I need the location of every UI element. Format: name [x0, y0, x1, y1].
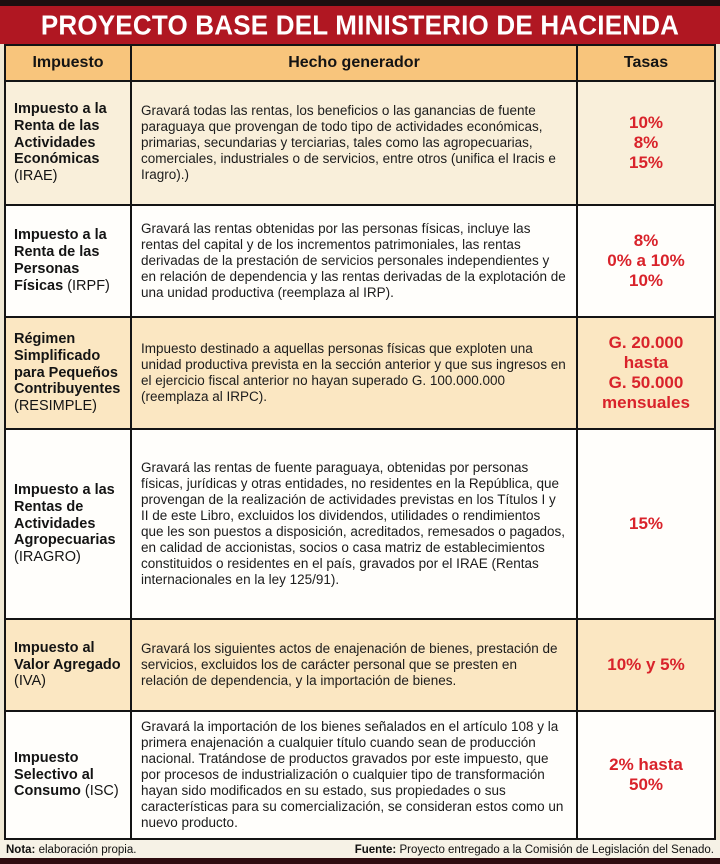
hecho-generador-cell	[132, 712, 578, 838]
footer-fuente	[355, 844, 714, 856]
rate-value: 15%	[628, 513, 664, 533]
tax-table	[4, 44, 716, 840]
column-header-impuesto: Impuesto	[6, 46, 132, 80]
hecho-generador-cell	[132, 82, 578, 204]
hecho-generador-text: Gravará los siguientes actos de enajenación de bienes, prestación de servicios, excluidos los de carácter personal que se presten en relación de dependencia, y la importación de bienes.	[141, 641, 558, 688]
tax-name: Régimen Simplificado para Pequeños Contribuyentes	[14, 330, 121, 398]
tax-abbr: (IVA)	[14, 673, 46, 690]
rate-value: mensuales	[602, 393, 690, 413]
tax-name: Impuesto a la Renta de las Actividades Económicas	[14, 100, 107, 168]
tax-abbr: (IRAGRO)	[14, 549, 81, 566]
impuesto-cell	[6, 206, 132, 316]
hecho-generador-text: Gravará las rentas de fuente paraguaya, obtenidas por personas físicas, jurídicas y otras entidades, no residentes en la República, que provengan de la realización de actividades previstas en los Títulos I y II de este Libro, excluidos los dividendos, utilidades o rendimientos que les son puestos a disposición, acreditados, remesados o pagados, en calidad de accionistas, socios o casa matriz de establecimientos constituidos o residentes en el país, gravados por el IRAE (Rentas internacionales en la ley 125/91).	[141, 460, 566, 587]
tax-name: Impuesto a la Renta de las Personas Físicas	[14, 227, 107, 294]
rate-value: G. 50.000	[608, 373, 684, 392]
table-row-resimple	[6, 316, 714, 428]
rate-value: 50%	[628, 775, 664, 794]
hecho-generador-cell	[132, 620, 578, 710]
footer	[0, 840, 720, 858]
tax-name: Impuesto a las Rentas de Actividades Agropecuarias	[14, 481, 116, 549]
hecho-generador-text: Impuesto destinado a aquellas personas físicas que exploten una unidad productiva prevista en la sección anterior y que sus ingresos en el ejercicio fiscal anterior no hayan superado G. 100.000.000 (reemplaza al IRPC).	[141, 341, 566, 404]
rate-value: 0% a 10%	[607, 250, 685, 270]
rate-value: 2% hasta	[609, 754, 683, 774]
tasas-cell	[578, 82, 714, 204]
hecho-generador-cell	[132, 430, 578, 618]
impuesto-cell	[6, 318, 132, 428]
table-row-irae	[6, 80, 714, 204]
impuesto-cell	[6, 82, 132, 204]
nota-text: elaboración propia.	[38, 844, 137, 856]
table-row-irpf	[6, 204, 714, 316]
hecho-generador-cell	[132, 206, 578, 316]
table-row-isc	[6, 710, 714, 838]
table-wrapper	[0, 44, 720, 840]
tax-name: Impuesto Selectivo al Consumo	[14, 749, 94, 800]
page-title: PROYECTO BASE DEL MINISTERIO DE HACIENDA	[40, 8, 680, 41]
tasas-cell	[578, 318, 714, 428]
rate-value: 8%	[633, 132, 659, 152]
tax-name: Impuesto al Valor Agregado	[14, 639, 121, 673]
rate-value: 8%	[633, 230, 659, 250]
column-header-tasas: Tasas	[623, 54, 669, 71]
title-bar	[0, 6, 720, 44]
rate-value: hasta	[623, 352, 669, 372]
rate-value: 10%	[628, 112, 664, 132]
impuesto-cell	[6, 430, 132, 618]
rate-value: 10% y 5%	[607, 654, 685, 674]
footer-nota	[6, 844, 136, 856]
hecho-generador-text: Gravará todas las rentas, los beneficios o las ganancias de fuente paraguaya que provengan de todo tipo de actividades económicas, primarias, secundarias y terciarias, tales como las agropecuarias, comerciales, industriales o de servicios, entre otros (unifica el Iracis e Iragro).)	[141, 103, 556, 182]
table-row-iragro	[6, 428, 714, 618]
nota-label: Nota:	[6, 844, 36, 856]
rate-value: 10%	[628, 271, 664, 291]
impuesto-cell	[6, 620, 132, 710]
bottom-border-strip	[0, 858, 720, 864]
tax-abbr: (IRAE)	[14, 168, 58, 185]
tasas-cell	[578, 206, 714, 316]
tax-abbr: (ISC)	[84, 783, 119, 800]
hecho-generador-text: Gravará la importación de los bienes señalados en el artículo 108 y la primera enajenación a cualquier título cuando sean de producción nacional. Tratándose de productos gravados por este impuesto, que por procesos de industrialización o cualquier tipo de transformación hayan sido modificados en su estado, sus propiedades o sus características para su comercialización, se consideran estos como un nuevo producto.	[141, 719, 564, 830]
column-header-hecho-generador: Hecho generador	[132, 46, 578, 80]
hecho-generador-text: Gravará las rentas obtenidas por las personas físicas, incluye las rentas del capital y de los incrementos patrimoniales, las rentas derivadas de la prestación de servicios personales independientes y en relación de dependencia y las rentas derivadas de la explotación de una unidad productiva (reemplaza al IRP).	[141, 221, 566, 300]
tax-abbr: (RESIMPLE)	[14, 398, 97, 415]
tax-abbr: (IRPF)	[67, 277, 110, 294]
hecho-generador-cell	[132, 318, 578, 428]
rate-value: G. 20.000	[608, 332, 684, 352]
rate-value: 15%	[628, 153, 664, 173]
tasas-cell	[578, 430, 714, 618]
table-header-row	[6, 46, 714, 80]
tasas-cell	[578, 620, 714, 710]
fuente-text: Proyecto entregado a la Comisión de Legislación del Senado.	[399, 844, 714, 856]
tasas-cell	[578, 712, 714, 838]
impuesto-cell	[6, 712, 132, 838]
table-row-iva	[6, 618, 714, 710]
fuente-label: Fuente:	[354, 844, 397, 856]
